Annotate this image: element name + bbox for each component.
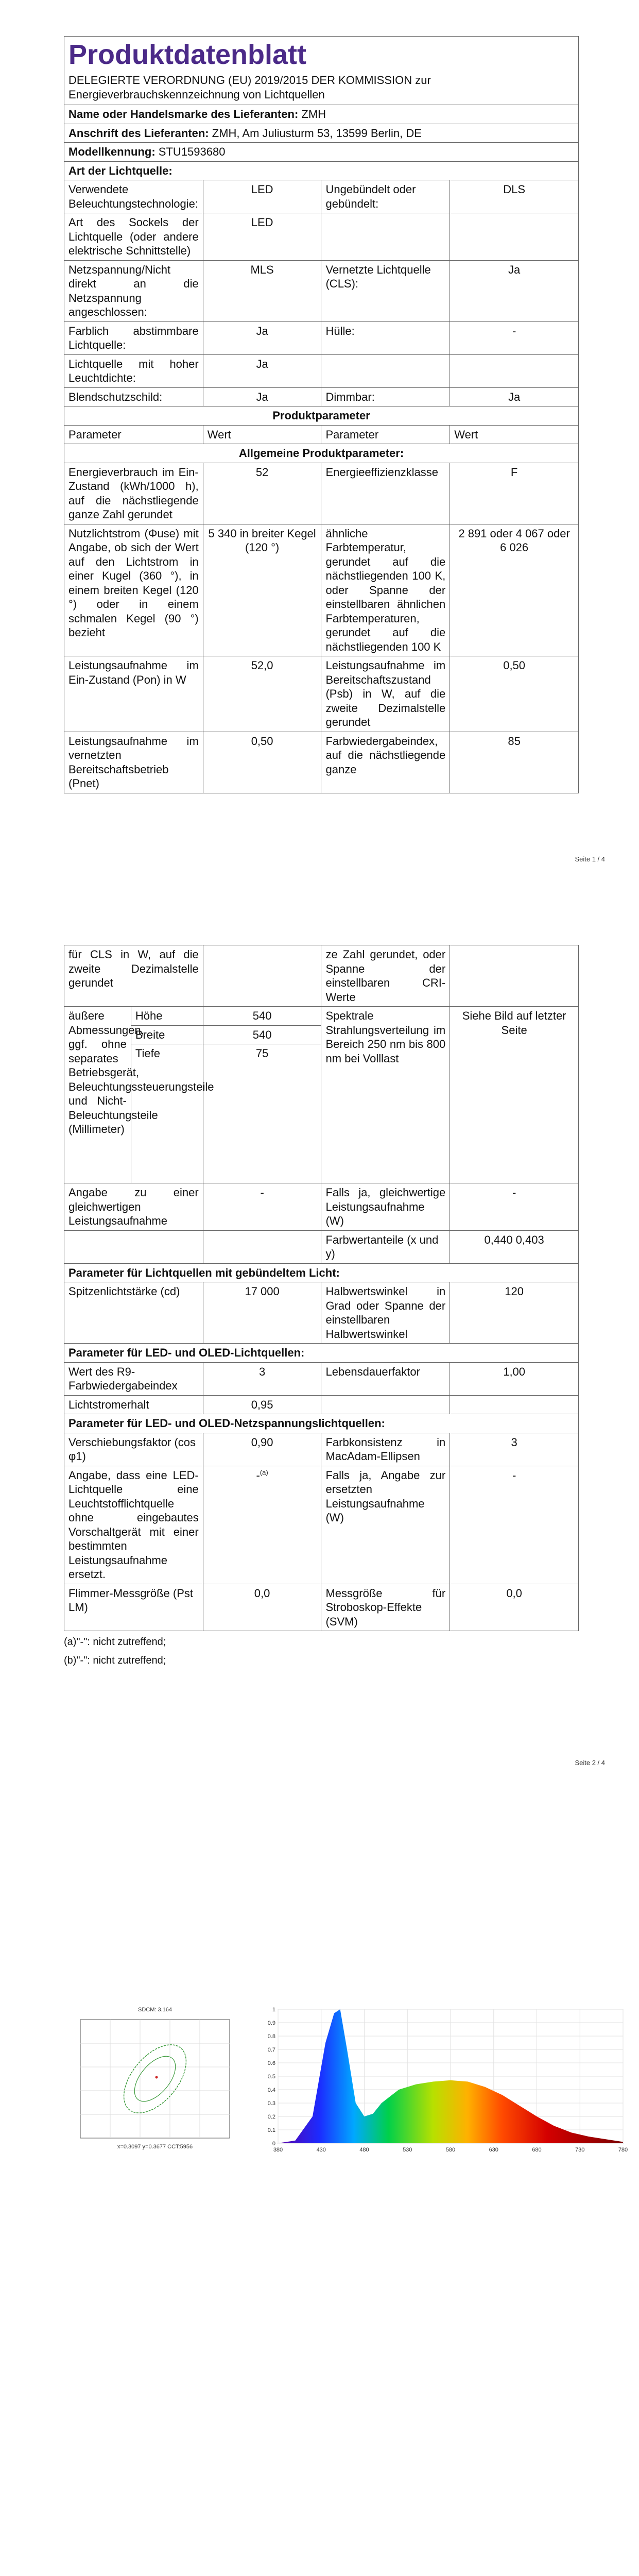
param-value: LED	[203, 213, 321, 261]
param-label: Messgröße für Stroboskop-Effekte (SVM)	[321, 1584, 450, 1631]
column-header-value: Wert	[203, 425, 321, 444]
param-value: -	[450, 1466, 579, 1584]
table-row	[64, 321, 579, 354]
table-row	[64, 1230, 579, 1263]
param-value: 3	[450, 1433, 579, 1466]
spectral-value: Siehe Bild auf letzter Seite	[450, 1007, 579, 1183]
table-row	[64, 524, 579, 656]
param-value: -	[203, 1183, 321, 1231]
param-label: Leistungsaufnahme im Bereitschaftszustand (Psb) in W, auf die zweite Dezimalstelle gerundet	[321, 656, 450, 732]
param-value: 85	[450, 732, 579, 793]
spectrum-x-tick-label: 480	[359, 2147, 369, 2153]
param-value	[203, 1466, 321, 1584]
table-row	[64, 1395, 579, 1414]
param-label: Farbwiedergabeindex, auf die nächstliegende ganze	[321, 732, 450, 793]
param-value: 52	[203, 463, 321, 524]
spectrum-y-ticks	[268, 2007, 275, 2147]
table-row	[64, 945, 579, 1007]
param-label: Lebensdauerfaktor	[321, 1362, 450, 1395]
param-value-text: -	[256, 1468, 260, 1482]
param-value: 0,0	[450, 1584, 579, 1631]
param-label: Verwendete Beleuchtungstechnologie:	[64, 180, 203, 213]
table-row	[64, 1007, 579, 1026]
regulation-text: DELEGIERTE VERORDNUNG (EU) 2019/2015 DER KOMMISSION zur Energieverbrauchskennzeichnung von Lichtquellen	[68, 74, 431, 101]
param-label: Angabe, dass eine LED-Lichtquelle eine Leuchtstofflichtquelle ohne eingebautes Vorschaltgerät mit einer bestimmten Leistungsaufnahme ersetzt.	[64, 1466, 203, 1584]
supplier-name-label: Name oder Handelsmarke des Lieferanten:	[68, 108, 299, 121]
table-row	[64, 354, 579, 387]
param-value: 52,0	[203, 656, 321, 732]
param-label: Wert des R9-Farbwiedergabeindex	[64, 1362, 203, 1395]
param-label: ähnliche Farbtemperatur, gerundet auf die nächstliegenden 100 K, oder Spanne der einstellbaren ähnlichen Farbtemperaturen, gerundet auf die nächstliegenden 100 K	[321, 524, 450, 656]
param-value: 0,0	[203, 1584, 321, 1631]
param-label: Vernetzte Lichtquelle (CLS):	[321, 260, 450, 321]
param-label: Hülle:	[321, 321, 450, 354]
param-label: Falls ja, gleichwertige Leistungsaufnahme (W)	[321, 1183, 450, 1231]
spectrum-x-tick-label: 730	[575, 2147, 585, 2153]
dimension-name: Tiefe	[131, 1044, 203, 1183]
product-params-heading: Produktparameter	[64, 406, 579, 426]
spectrum-x-ticks	[273, 2147, 628, 2153]
param-label: Verschiebungsfaktor (cos φ1)	[64, 1433, 203, 1466]
spectrum-x-tick-label: 780	[618, 2147, 628, 2153]
spectrum-x-tick-label: 630	[489, 2147, 498, 2153]
param-label: Spitzenlichtstärke (cd)	[64, 1282, 203, 1344]
spectrum-y-tick-label: 0.4	[267, 2087, 275, 2093]
param-value: 120	[450, 1282, 579, 1344]
param-label: Halbwertswinkel in Grad oder Spanne der einstellbaren Halbwertswinkel	[321, 1282, 450, 1344]
page1-header	[64, 36, 579, 793]
supplier-name-value: ZMH	[301, 108, 326, 121]
spectrum-y-tick-label: 0.8	[267, 2033, 275, 2040]
param-value: Ja	[203, 354, 321, 387]
spectrum-y-tick-label: 0	[272, 2141, 275, 2147]
dimensions-label: äußere Abmessungen, ggf. ohne separates Betriebsgerät, Beleuchtungssteuerungsteile und Nicht-Beleuchtungsteile (Millimeter)	[64, 1007, 131, 1183]
table-row	[64, 463, 579, 524]
chromaticity-point	[156, 2076, 158, 2079]
param-value	[450, 213, 579, 261]
supplier-address-label: Anschrift des Lieferanten:	[68, 126, 209, 140]
page-number: Seite 1 / 4	[575, 855, 605, 863]
cie-caption: x=0.3097 y=0.3677 CCT:5956	[117, 2144, 193, 2150]
param-value: LED	[203, 180, 321, 213]
dimension-value: 540	[203, 1025, 321, 1044]
spectrum-y-tick-label: 0.5	[267, 2074, 275, 2080]
param-label: Energieverbrauch im Ein-Zustand (kWh/1000 h), auf die nächstliegende ganze Zahl gerundet	[64, 463, 203, 524]
param-value: F	[450, 463, 579, 524]
param-value: -	[450, 1183, 579, 1231]
page-3	[0, 1807, 639, 2576]
param-value: 17 000	[203, 1282, 321, 1344]
supplier-address-value: ZMH, Am Juliusturm 53, 13599 Berlin, DE	[212, 126, 422, 140]
param-value: 0,90	[203, 1433, 321, 1466]
spectrum-x-tick-label: 380	[273, 2147, 283, 2153]
param-label: Ungebündelt oder gebündelt:	[321, 180, 450, 213]
page-1	[0, 0, 639, 904]
table-row	[64, 1433, 579, 1466]
param-label: Farbwertanteile (x und y)	[321, 1230, 450, 1263]
param-value: 1,00	[450, 1362, 579, 1395]
param-value: Ja	[450, 260, 579, 321]
param-label: Flimmer-Messgröße (Pst LM)	[64, 1584, 203, 1631]
page-title: Produktdatenblatt	[68, 39, 307, 70]
dimension-value: 540	[203, 1007, 321, 1026]
table-row	[64, 260, 579, 321]
param-label	[321, 213, 450, 261]
column-header-parameter: Parameter	[64, 425, 203, 444]
param-label: ze Zahl gerundet, oder Spanne der einstellbaren CRI-Werte	[321, 945, 450, 1007]
cie-chart-title: SDCM: 3.164	[137, 2007, 172, 2013]
column-header-parameter: Parameter	[321, 425, 450, 444]
table-row	[64, 1362, 579, 1395]
dimension-name: Breite	[131, 1025, 203, 1044]
general-params-heading: Allgemeine Produktparameter:	[64, 444, 579, 463]
param-label: Farbkonsistenz in MacAdam-Ellipsen	[321, 1433, 450, 1466]
param-value: 5 340 in breiter Kegel (120 °)	[203, 524, 321, 656]
param-value: 2 891 oder 4 067 oder 6 026	[450, 524, 579, 656]
spectrum-x-tick-label: 430	[316, 2147, 326, 2153]
supplier-name-row	[64, 105, 579, 124]
column-header-value: Wert	[450, 425, 579, 444]
param-value: Ja	[203, 387, 321, 406]
spectrum-y-tick-label: 0.7	[267, 2047, 275, 2053]
param-value: 0,95	[203, 1395, 321, 1414]
param-label: Angabe zu einer gleichwertigen Leistungsaufnahme	[64, 1183, 203, 1231]
param-value: DLS	[450, 180, 579, 213]
param-value: 0,440 0,403	[450, 1230, 579, 1263]
model-value: STU1593680	[158, 145, 226, 159]
page2-content	[64, 945, 579, 1668]
product-sheet-table-1	[64, 36, 579, 793]
spectrum-y-tick-label: 0.9	[267, 2020, 275, 2026]
param-value: -	[450, 321, 579, 354]
spectrum-chart	[263, 2004, 633, 2159]
table-row	[64, 1466, 579, 1584]
param-label: Falls ja, Angabe zur ersetzten Leistungsaufnahme (W)	[321, 1466, 450, 1584]
param-label: Lichtquelle mit hoher Leuchtdichte:	[64, 354, 203, 387]
spectrum-y-tick-label: 1	[272, 2007, 275, 2013]
model-label: Modellkennung:	[68, 145, 156, 159]
table-row	[64, 732, 579, 793]
param-value: MLS	[203, 260, 321, 321]
dimension-name: Höhe	[131, 1007, 203, 1026]
param-label: Art des Sockels der Lichtquelle (oder andere elektrische Schnittstelle)	[64, 213, 203, 261]
cie-plot-frame	[80, 2020, 230, 2138]
footnote-b: (b)"-": nicht zutreffend;	[64, 1655, 166, 1666]
param-label: Nutzlichtstrom (Φuse) mit Angabe, ob sich der Wert auf den Lichtstrom in einer Kugel (360 °), in einem breiten Kegel (120 °) oder in einem schmalen Kegel (90 °) bezieht	[64, 524, 203, 656]
param-value	[450, 354, 579, 387]
param-value: Ja	[203, 321, 321, 354]
page-2	[0, 904, 639, 1807]
param-value: 0,50	[203, 732, 321, 793]
spectrum-x-tick-label: 680	[532, 2147, 542, 2153]
param-label: Leistungsaufnahme im vernetzten Bereitschaftsbetrieb (Pnet)	[64, 732, 203, 793]
param-label: Farblich abstimmbare Lichtquelle:	[64, 321, 203, 354]
param-value: 3	[203, 1362, 321, 1395]
table-row	[64, 1282, 579, 1344]
spectrum-y-tick-label: 0.2	[267, 2114, 275, 2120]
table-row	[64, 656, 579, 732]
footnote-ref: (a)	[260, 1468, 268, 1477]
param-label: Dimmbar:	[321, 387, 450, 406]
param-label: Lichtstromerhalt	[64, 1395, 203, 1414]
bundled-heading: Parameter für Lichtquellen mit gebündeltem Licht:	[64, 1263, 579, 1282]
dimension-value: 75	[203, 1044, 321, 1183]
table-row	[64, 180, 579, 213]
spectral-label: Spektrale Strahlungsverteilung im Bereich 250 nm bis 800 nm bei Volllast	[321, 1007, 450, 1183]
table-row	[64, 387, 579, 406]
table-row	[64, 213, 579, 261]
light-source-type-label: Art der Lichtquelle:	[64, 161, 579, 180]
table-row	[64, 1183, 579, 1231]
param-label	[321, 354, 450, 387]
spectrum-chart-svg	[263, 2004, 633, 2159]
led-heading: Parameter für LED- und OLED-Lichtquellen:	[64, 1344, 579, 1363]
table-row	[64, 1584, 579, 1631]
cie-chart	[70, 2004, 240, 2154]
page-number: Seite 2 / 4	[575, 1759, 605, 1767]
param-label: für CLS in W, auf die zweite Dezimalstelle gerundet	[64, 945, 203, 1007]
table-header-row	[64, 425, 579, 444]
mains-heading: Parameter für LED- und OLED-Netzspannungslichtquellen:	[64, 1414, 579, 1433]
param-value: Ja	[450, 387, 579, 406]
param-label: Netzspannung/Nicht direkt an die Netzspannung angeschlossen:	[64, 260, 203, 321]
param-label: Leistungsaufnahme im Ein-Zustand (Pon) in W	[64, 656, 203, 732]
supplier-address-row	[64, 124, 579, 143]
spectrum-y-tick-label: 0.6	[267, 2060, 275, 2066]
spectrum-x-tick-label: 580	[445, 2147, 456, 2153]
param-label: Blendschutzschild:	[64, 387, 203, 406]
param-value: 0,50	[450, 656, 579, 732]
footnote-a: (a)"-": nicht zutreffend;	[64, 1636, 166, 1648]
spectrum-x-tick-label: 530	[403, 2147, 412, 2153]
product-sheet-table-2	[64, 945, 579, 1631]
cie-chart-svg	[70, 2004, 240, 2154]
spectrum-y-tick-label: 0.1	[267, 2127, 275, 2133]
param-label: Energieeffizienzklasse	[321, 463, 450, 524]
model-row	[64, 143, 579, 162]
spectrum-y-tick-label: 0.3	[267, 2100, 275, 2107]
